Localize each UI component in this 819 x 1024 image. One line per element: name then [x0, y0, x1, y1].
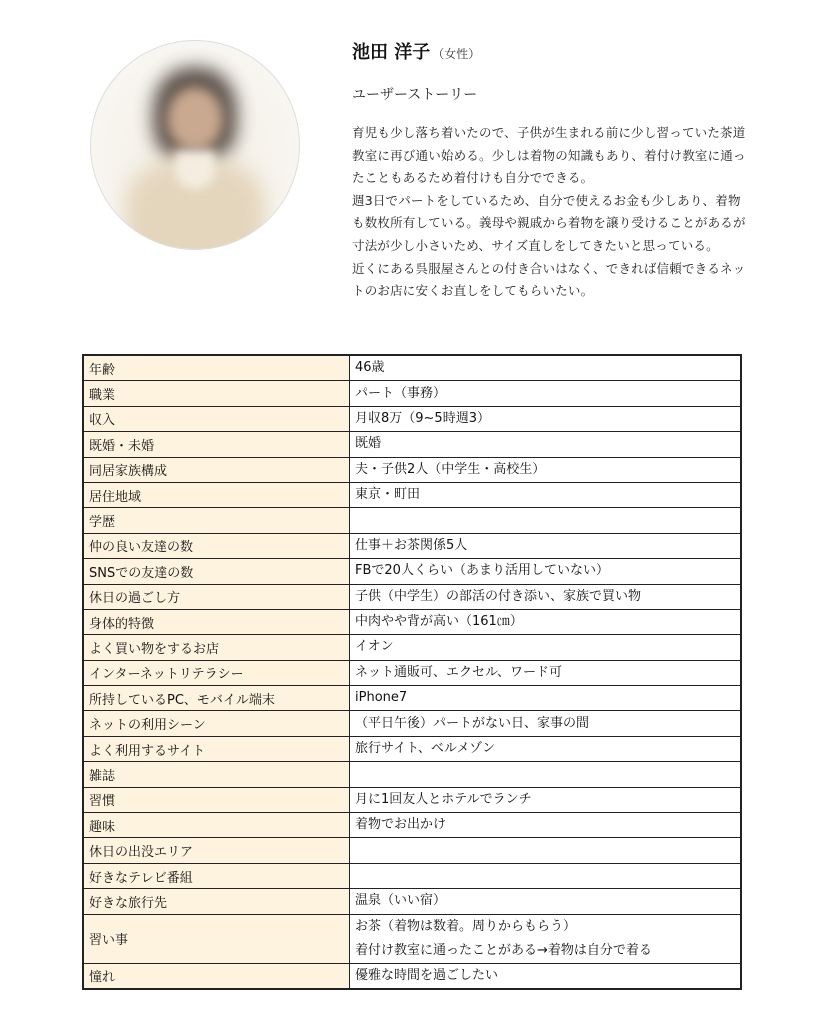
profile-value: [350, 508, 742, 533]
profile-value: [350, 787, 742, 812]
profile-label: よく利用するサイト: [83, 736, 350, 761]
story-paragraph: 週3日でパートをしているため、自分で使えるお金も少しあり、着物も数枚所有している。義母や親戚から着物を譲り受けることがあるが寸法が少し小さいため、サイズ直しをしてきたいと思っている。: [352, 192, 746, 253]
profile-value: [350, 381, 742, 406]
profile-value-line: 中肉やや背が高い（161㎝）: [355, 614, 523, 630]
profile-table-body: [83, 355, 741, 989]
profile-value-line: 既婚: [355, 436, 382, 452]
profile-value-line: 旅行サイト、ベルメゾン: [355, 741, 496, 757]
photo-face: [167, 87, 223, 151]
profile-value: [350, 584, 742, 609]
profile-label: 憧れ: [83, 963, 350, 989]
profile-label: 居住地域: [83, 482, 350, 507]
profile-value-line: 子供（中学生）の部活の付き添い、家族で買い物: [355, 588, 642, 604]
profile-label: SNSでの友達の数: [83, 559, 350, 584]
profile-value-line: パート（事務）: [355, 385, 447, 401]
photo-collar: [175, 151, 215, 189]
profile-value: [350, 660, 742, 685]
profile-value: [350, 482, 742, 507]
profile-label: 既婚・未婚: [83, 432, 350, 457]
profile-row: [83, 838, 741, 863]
profile-label: 仲の良い友達の数: [83, 533, 350, 558]
profile-label: 趣味: [83, 813, 350, 838]
profile-value: [350, 635, 742, 660]
profile-row: [83, 711, 741, 736]
story-paragraph: 近くにある呉服屋さんとの付き合いはなく、できれば信頼できるネットのお店に安くお直しをしてもらいたい。: [352, 260, 746, 299]
profile-row: [83, 762, 741, 787]
profile-label: 雑誌: [83, 762, 350, 787]
profile-value-line: 着物でお出かけ: [355, 817, 447, 833]
profile-value-line: 東京・町田: [355, 487, 421, 503]
profile-value: [350, 963, 742, 989]
profile-value: [350, 711, 742, 736]
profile-label: 同居家族構成: [83, 457, 350, 482]
profile-value-line: 仕事＋お茶関係5人: [355, 537, 468, 553]
profile-label: 学歴: [83, 508, 350, 533]
profile-row: [83, 635, 741, 660]
profile-row: [83, 813, 741, 838]
profile-label: インターネットリテラシー: [83, 660, 350, 685]
profile-row: [83, 889, 741, 914]
profile-label: 収入: [83, 406, 350, 431]
profile-value: [350, 686, 742, 711]
profile-value: [350, 609, 742, 634]
profile-label: 職業: [83, 381, 350, 406]
profile-row: [83, 686, 741, 711]
profile-row: [83, 432, 741, 457]
profile-label: ネットの利用シーン: [83, 711, 350, 736]
profile-label: 年齢: [83, 355, 350, 381]
profile-label: 習い事: [83, 914, 350, 963]
profile-table: [82, 354, 742, 990]
profile-value-line: 月に1回友人とホテルでランチ: [355, 791, 532, 807]
profile-label: 所持しているPC、モバイル端末: [83, 686, 350, 711]
profile-row: [83, 355, 741, 381]
user-story: [352, 122, 752, 303]
profile-value-line: （平日午後）パートがない日、家事の間: [355, 715, 590, 731]
profile-value: [350, 838, 742, 863]
profile-value: [350, 406, 742, 431]
persona-name-line: [352, 38, 480, 64]
profile-row: [83, 584, 741, 609]
profile-value: [350, 736, 742, 761]
profile-row: [83, 457, 741, 482]
persona-name: 池田 洋子: [352, 42, 431, 63]
profile-row: [83, 482, 741, 507]
profile-value: [350, 889, 742, 914]
profile-value-line: 温泉（いい宿）: [355, 893, 447, 909]
profile-label: 休日の過ごし方: [83, 584, 350, 609]
profile-value-line: 月収8万（9~5時週3）: [355, 410, 490, 426]
profile-value-line: 着付け教室に通ったことがある→着物は自分で着る: [355, 942, 652, 958]
profile-value-line: 優雅な時間を過ごしたい: [355, 967, 499, 983]
profile-label: 好きな旅行先: [83, 889, 350, 914]
profile-row: [83, 787, 741, 812]
profile-value-line: イオン: [355, 639, 394, 655]
profile-row: [83, 381, 741, 406]
profile-value: [350, 533, 742, 558]
profile-value: [350, 559, 742, 584]
profile-label: 好きなテレビ番組: [83, 863, 350, 888]
story-paragraph: 育児も少し落ち着いたので、子供が生まれる前に少し習っていた茶道教室に再び通い始める。少しは着物の知識もあり、着付け教室に通ったこともあるため着付けも自分でできる。: [352, 125, 746, 186]
profile-value-line: 46歳: [355, 360, 385, 376]
profile-value-line: iPhone7: [355, 690, 408, 706]
profile-value: [350, 432, 742, 457]
profile-value: [350, 863, 742, 888]
profile-label: よく買い物をするお店: [83, 635, 350, 660]
story-heading: ユーザーストーリー: [352, 87, 478, 103]
profile-row: [83, 559, 741, 584]
profile-value: [350, 355, 742, 381]
profile-value-line: お茶（着物は数着。周りからもらう）: [355, 918, 577, 934]
profile-row: [83, 406, 741, 431]
profile-value-line: 夫・子供2人（中学生・高校生）: [355, 461, 546, 477]
profile-label: 休日の出没エリア: [83, 838, 350, 863]
profile-value: [350, 813, 742, 838]
profile-value-line: FBで20人くらい（あまり活用していない）: [355, 563, 609, 579]
profile-row: [83, 963, 741, 989]
persona-gender: （女性）: [432, 47, 481, 61]
profile-row: [83, 863, 741, 888]
profile-row: [83, 660, 741, 685]
profile-value: [350, 457, 742, 482]
persona-photo: [90, 40, 300, 250]
profile-row: [83, 533, 741, 558]
profile-row: [83, 609, 741, 634]
profile-label: 習慣: [83, 787, 350, 812]
profile-value: [350, 914, 742, 963]
profile-value: [350, 762, 742, 787]
profile-label: 身体的特徴: [83, 609, 350, 634]
profile-row: [83, 736, 741, 761]
profile-value-line: ネット通販可、エクセル、ワード可: [355, 664, 562, 680]
profile-row: [83, 508, 741, 533]
profile-row: [83, 914, 741, 963]
